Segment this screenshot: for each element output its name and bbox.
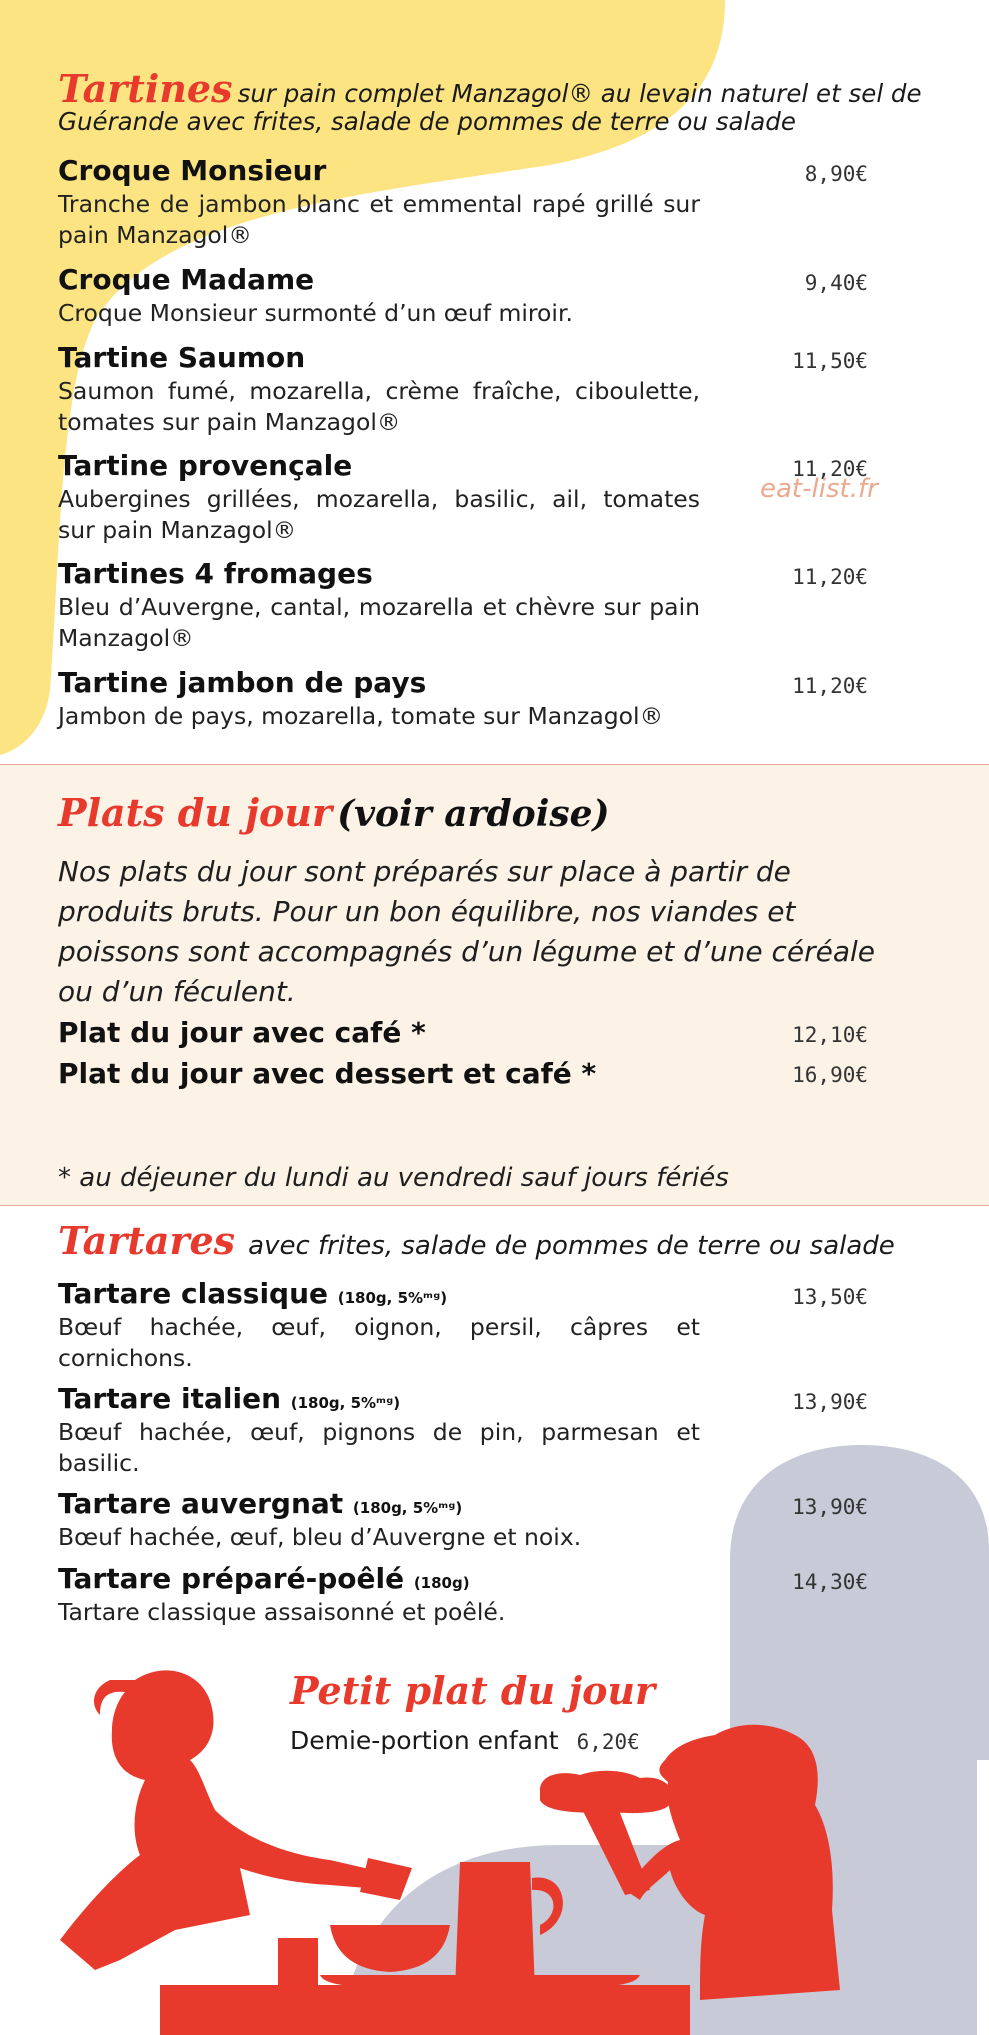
item-name: Tartine jambon de pays (58, 666, 427, 699)
item-description: Tartare classique assaisonné et poêlé. (58, 1598, 506, 1626)
menu-item (58, 1562, 700, 1628)
item-price: 11,20€ (792, 565, 868, 589)
item-description: Bœuf hachée, œuf, oignon, persil, câpres et cornichons. (58, 1313, 700, 1372)
item-name: Croque Madame (58, 263, 315, 296)
petit-plat-title: Petit plat du jour (290, 1668, 656, 1713)
plat-line: Plat du jour avec dessert et café * (58, 1057, 597, 1090)
table-shape (160, 1985, 690, 2035)
petit-plat-label: Demie-portion enfant (290, 1726, 559, 1755)
plats-description: Nos plats du jour sont préparés sur place à partir de produits bruts. Pour un bon équilibre, nos viandes et poissons sont accompagnés d’un légume et d’une céréale ou d’un féculent. (58, 855, 876, 1008)
item-name-text: Tartare auvergnat (58, 1487, 344, 1520)
plat-price: 16,90€ (792, 1063, 868, 1087)
item-name: Tartines 4 fromages (58, 557, 373, 590)
menu-item (58, 666, 700, 732)
menu-item (58, 1382, 700, 1479)
item-name-text: Tartare italien (58, 1382, 282, 1415)
item-price: 9,40€ (804, 271, 868, 295)
menu-item (58, 154, 700, 251)
item-description: Croque Monsieur surmonté d’un œuf miroir. (58, 299, 573, 327)
item-name-text: Tartare préparé-poêlé (58, 1562, 405, 1595)
item-description: Aubergines grillées, mozarella, basilic, ail, tomates sur pain Manzagol® (58, 485, 700, 544)
item-description: Bleu d’Auvergne, cantal, mozarella et chèvre sur pain Manzagol® (58, 593, 700, 652)
cup-shape (278, 1938, 318, 1990)
watermark: eat-list.fr (760, 474, 878, 504)
jug-shape (455, 1862, 563, 1990)
boy-arm (580, 1800, 650, 1895)
menu-item (58, 341, 700, 438)
tartares-header (58, 1218, 895, 1263)
item-description: Tranche de jambon blanc et emmental rapé grillé sur pain Manzagol® (58, 190, 700, 249)
item-price: 8,90€ (804, 162, 868, 186)
plat-line: Plat du jour avec café * (58, 1016, 426, 1049)
tartines-title: Tartines (58, 66, 233, 111)
item-description: Jambon de pays, mozarella, tomate sur Manzagol® (58, 702, 664, 730)
plats-title-suffix: (voir ardoise) (337, 793, 610, 835)
item-note: (180g) (413, 1574, 470, 1592)
item-note: (180g, 5%ᵐᵍ) (337, 1289, 448, 1307)
item-note: (180g, 5%ᵐᵍ) (352, 1499, 463, 1517)
tartares-subtitle: avec frites, salade de pommes de terre ou salade (248, 1231, 895, 1261)
tartines-header (58, 66, 922, 111)
menu-item (58, 1277, 700, 1374)
item-name (58, 1487, 700, 1520)
tartines-subtitle-line1: sur pain complet Manzagol® au levain naturel et sel de (237, 79, 922, 108)
menu-item (58, 449, 700, 546)
item-description: Bœuf hachée, œuf, bleu d’Auvergne et noix. (58, 1523, 582, 1551)
boy-silhouette (625, 1725, 840, 2000)
item-description: Saumon fumé, mozarella, crème fraîche, ciboulette, tomates sur pain Manzagol® (58, 377, 700, 436)
petit-plat-price: 6,20€ (576, 1730, 640, 1754)
plat-price: 12,10€ (792, 1023, 868, 1047)
item-note: (180g, 5%ᵐᵍ) (290, 1394, 401, 1412)
children-silhouette-illustration (0, 1660, 989, 2035)
item-name-text: Tartare classique (58, 1277, 329, 1310)
menu-item (58, 557, 700, 654)
item-price: 13,50€ (792, 1285, 868, 1309)
item-name (58, 1277, 700, 1310)
menu-item (58, 1487, 700, 1553)
plats-footnote: * au déjeuner du lundi au vendredi sauf jours fériés (58, 1163, 729, 1193)
item-name (58, 1382, 700, 1415)
item-price: 13,90€ (792, 1390, 868, 1414)
item-name (58, 1562, 700, 1595)
item-price: 14,30€ (792, 1570, 868, 1594)
tartines-subtitle-line2: Guérande avec frites, salade de pommes de terre ou salade (58, 107, 796, 136)
tartares-title: Tartares (58, 1218, 236, 1263)
bowl-shape (330, 1925, 450, 1972)
item-price: 11,20€ (792, 674, 868, 698)
item-name: Croque Monsieur (58, 154, 327, 187)
menu-item (58, 263, 700, 329)
napkin-shape (360, 1858, 412, 1900)
item-price: 13,90€ (792, 1495, 868, 1519)
item-price: 11,50€ (792, 349, 868, 373)
item-name: Tartine provençale (58, 449, 353, 482)
plats-header (58, 790, 610, 835)
plats-title: Plats du jour (58, 790, 332, 835)
item-price: 11,20€ (792, 457, 868, 481)
item-name: Tartine Saumon (58, 341, 306, 374)
item-description: Bœuf hachée, œuf, pignons de pin, parmesan et basilic. (58, 1418, 700, 1477)
